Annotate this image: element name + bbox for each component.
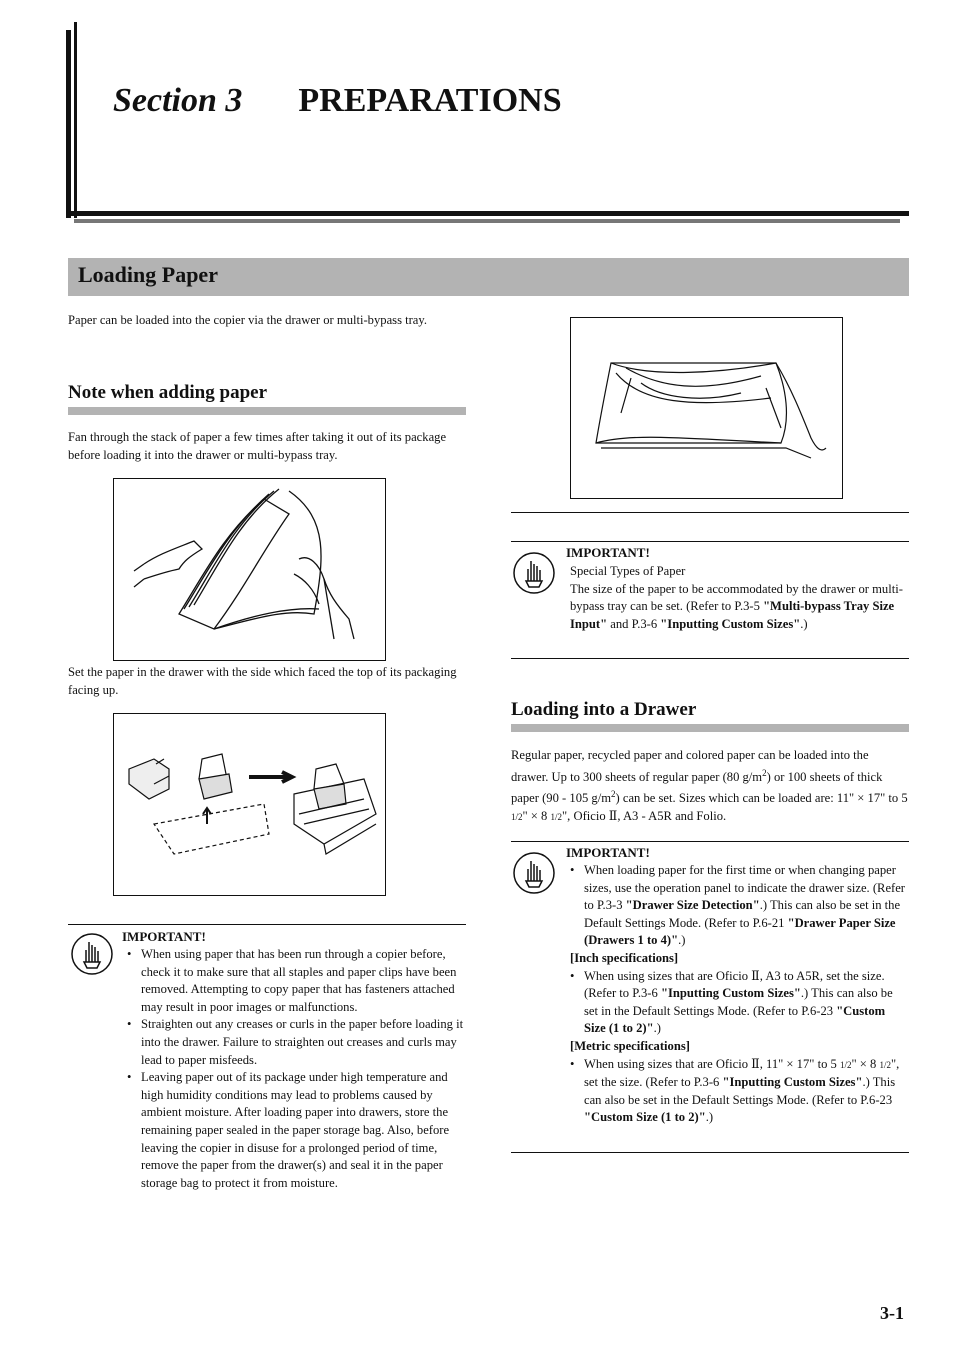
text-run: .)	[653, 1021, 661, 1036]
link-custom-size: "Custom Size (1 to 2)"	[584, 1110, 706, 1125]
text-run: .)	[800, 616, 808, 631]
text-run: " × 8	[522, 809, 551, 824]
right-important1-top-rule	[511, 541, 909, 542]
text-run: ", set the size. (Refer to P.3-6	[584, 1056, 900, 1090]
left-important-bullet-1: • When using paper that has been run through a copier before, check it to make sure that all staples and paper clips have been removed. Attempting to copy paper that has fasteners attached may result in poor images or malfunctions.	[127, 946, 465, 1016]
fan-paragraph: Fan through the stack of paper a few times after taking it out of its package before loading it into the drawer or multi-bypass tray.	[68, 430, 447, 462]
right-important2-bullet-1	[570, 862, 908, 950]
right-top-rule	[511, 512, 909, 513]
right-important2-top-rule	[511, 841, 909, 842]
link-drawer-paper-size: "Drawer Paper Size (Drawers 1 to 4)"	[584, 915, 896, 948]
section-title: PREPARATIONS	[298, 82, 562, 119]
note-heading-rule	[68, 407, 466, 415]
set-paragraph: Set the paper in the drawer with the side which faced the top of its packaging facing up.	[68, 665, 457, 697]
text-run: When loading paper for the first time or when changing paper sizes, use the operation panel to indicate the drawer size. (Refer to P.3-3	[584, 863, 906, 913]
fraction: 1/2	[550, 812, 563, 823]
text-run: .) This can also be set in the Default Settings Mode. (Refer to P.6-21	[584, 898, 901, 930]
text-run: Regular paper, recycled paper and colored paper can be loaded into the drawer. Up to 300 sheets of regular paper (80 g/m	[511, 748, 869, 784]
text-run: When using sizes that are Oficio Ⅱ, 11" × 17" to 5	[584, 1056, 840, 1071]
left-important-bullet-3: • Leaving paper out of its package under high temperature and high humidity conditions may lead to problems caused by ambient moisture. After loading paper into drawers, store the remaining paper sealed in the paper storage bag. Also, before leaving the copier in disuse for a prolonged period of time, remove the paper from the drawer(s) and seal it in the paper storage bag to protect it from moisture.	[127, 1069, 465, 1192]
drawer-heading: Loading into a Drawer	[511, 699, 697, 720]
drawer-paragraph	[511, 747, 909, 827]
hand-icon	[512, 551, 556, 600]
fan-paper-illustration	[114, 479, 385, 660]
link-inputting-custom-sizes: "Inputting Custom Sizes"	[660, 616, 801, 631]
left-important-bullet-2: • Straighten out any creases or curls in the paper before loading it into the drawer. Failure to straighten out creases and curls may lead to paper misfeeds.	[127, 1016, 465, 1069]
drawer-loading-illustration	[114, 714, 385, 895]
metric-specifications-heading: [Metric specifications]	[570, 1038, 690, 1053]
link-custom-size: "Custom Size (1 to 2)"	[584, 1003, 886, 1036]
right-important2-bullet-2	[570, 968, 908, 1038]
note-heading: Note when adding paper	[68, 382, 267, 403]
fan-paper-figure	[113, 478, 386, 661]
intro-paragraph: Paper can be loaded into the copier via the drawer or multi-bypass tray.	[68, 313, 428, 327]
right-important2-heading: IMPORTANT!	[566, 845, 650, 860]
superscript: 2	[611, 789, 616, 800]
left-important-heading: IMPORTANT!	[122, 929, 206, 944]
hand-icon	[70, 932, 114, 981]
paper-curl-figure	[570, 317, 843, 499]
right-important1-heading: IMPORTANT!	[566, 545, 650, 560]
drawer-loading-figure	[113, 713, 386, 896]
special-types-description	[570, 581, 908, 634]
fraction: 1/2	[511, 812, 523, 823]
text-run: ) can be set. Sizes which can be loaded are: 11" × 17" to 5	[615, 791, 908, 806]
link-inputting-custom-sizes: "Inputting Custom Sizes"	[660, 986, 801, 1001]
section-label: Section 3	[113, 82, 243, 119]
header-left-bar	[66, 30, 71, 218]
band-title: Loading Paper	[78, 262, 218, 287]
page-number: 3-1	[880, 1303, 904, 1323]
right-important1-bottom-rule	[511, 658, 909, 659]
header-left-bar-inner	[74, 22, 77, 218]
special-types-line: Special Types of Paper	[570, 564, 686, 578]
header-bottom-rule-grey	[74, 219, 900, 223]
section-heading	[113, 82, 562, 120]
drawer-heading-rule	[511, 724, 909, 732]
text-run: .)	[678, 933, 686, 948]
link-multi-bypass-tray-size-input: "Multi-bypass Tray Size Input"	[570, 599, 895, 631]
fraction: 1/2	[839, 1059, 852, 1070]
hand-icon	[512, 851, 556, 900]
link-inputting-custom-sizes: "Inputting Custom Sizes"	[722, 1075, 863, 1090]
right-important2-list	[570, 862, 908, 1127]
right-important1-body	[570, 563, 908, 633]
text-run: When using sizes that are Oficio Ⅱ, A3 to A5R, set the size. (Refer to P.3-6	[584, 968, 885, 1001]
header-bottom-rule	[66, 211, 909, 216]
fraction: 1/2	[879, 1059, 891, 1070]
text-run: The size of the paper to be accommodated by the drawer or multi-bypass tray can be set. (Refer to P.3-5	[570, 581, 903, 614]
link-drawer-size-detection: "Drawer Size Detection"	[625, 898, 760, 913]
superscript: 2	[762, 767, 767, 778]
text-run: ", Oficio Ⅱ, A3 - A5R and Folio.	[562, 809, 727, 824]
paper-curl-illustration	[571, 318, 842, 498]
right-important2-bottom-rule	[511, 1152, 909, 1153]
text-run: .)	[705, 1110, 714, 1125]
text-run: " × 8	[851, 1056, 880, 1071]
left-important-list	[127, 946, 465, 1192]
right-important2-bullet-3	[570, 1056, 908, 1127]
inch-specifications-heading: [Inch specifications]	[570, 950, 679, 965]
text-run: ) or 100 sheets of thick paper (90 - 105 g/m	[511, 769, 883, 806]
text-run: and P.3-6	[607, 616, 661, 631]
text-run: .) This can also be set in the Default Settings Mode. (Refer to P.6-23	[584, 986, 893, 1018]
left-important-rule	[68, 924, 466, 925]
text-run: .) This can also be set in the Default Settings Mode. (Refer to P.6-23	[584, 1075, 896, 1107]
